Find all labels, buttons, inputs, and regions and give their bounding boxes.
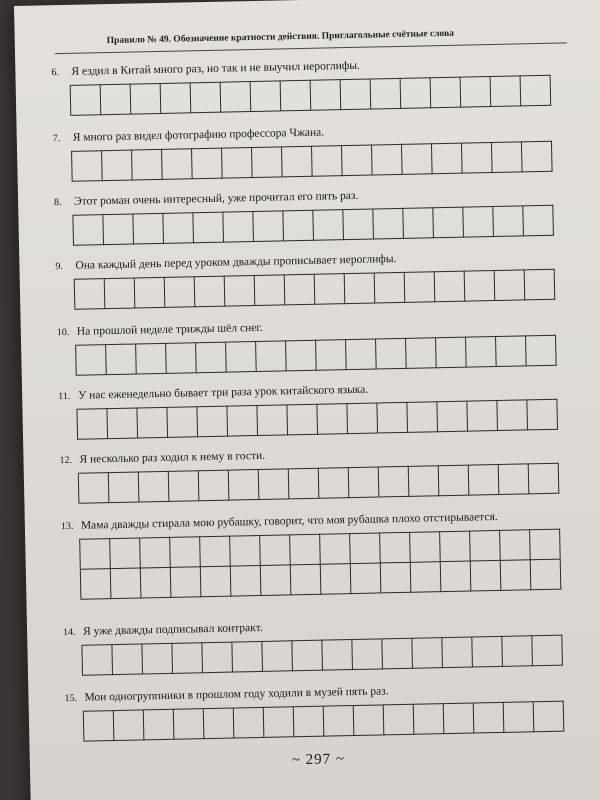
answer-cell[interactable] (410, 531, 441, 563)
answer-cell[interactable] (281, 80, 312, 112)
answer-cell[interactable] (291, 565, 322, 596)
answer-cell[interactable] (161, 82, 192, 114)
answer-cell[interactable] (79, 472, 110, 504)
answer-grid[interactable] (71, 140, 574, 182)
answer-cell[interactable] (531, 560, 562, 591)
answer-cell[interactable] (262, 640, 293, 672)
answer-cell[interactable] (521, 75, 552, 107)
answer-cell[interactable] (170, 536, 201, 568)
answer-cell[interactable] (432, 143, 463, 175)
answer-cell[interactable] (282, 146, 313, 178)
answer-cell[interactable] (222, 147, 253, 179)
answer-cell[interactable] (131, 83, 162, 115)
exercise-9 (55, 246, 576, 310)
answer-cell[interactable] (375, 272, 406, 304)
answer-grid[interactable] (70, 74, 573, 116)
answer-cell[interactable] (234, 707, 265, 739)
answer-cell[interactable] (371, 78, 402, 110)
answer-cell[interactable] (71, 84, 102, 116)
answer-cell[interactable] (101, 84, 132, 116)
exercise-number: 13. (60, 520, 74, 533)
answer-cell[interactable] (530, 529, 561, 561)
answer-grid[interactable] (72, 204, 575, 246)
answer-cell[interactable] (380, 532, 411, 564)
answer-cell[interactable] (472, 636, 503, 668)
answer-cell[interactable] (172, 642, 203, 674)
answer-cell[interactable] (230, 535, 261, 567)
answer-cell[interactable] (502, 635, 533, 667)
answer-cell[interactable] (346, 338, 377, 370)
answer-cell[interactable] (496, 335, 527, 367)
answer-cell[interactable] (171, 567, 202, 598)
answer-cell[interactable] (412, 637, 443, 669)
answer-cell[interactable] (82, 644, 113, 676)
answer-cell[interactable] (532, 635, 563, 667)
answer-grid[interactable] (78, 462, 581, 504)
answer-cell[interactable] (465, 270, 496, 302)
answer-grid[interactable] (75, 334, 578, 376)
answer-cell[interactable] (379, 466, 410, 498)
answer-cell[interactable] (343, 209, 374, 241)
exercise-number: 14. (63, 626, 76, 639)
answer-cell[interactable] (109, 471, 140, 503)
answer-cell[interactable] (406, 337, 437, 369)
exercise-text: На прошлой неделе трижды шёл снег. (76, 321, 263, 338)
exercise-number: 6. (51, 67, 60, 79)
answer-cell[interactable] (527, 399, 558, 431)
answer-cell[interactable] (497, 399, 528, 431)
answer-cell[interactable] (133, 213, 164, 245)
exercise-number: 9. (55, 261, 64, 273)
exercise-number: 8. (54, 197, 62, 209)
answer-cell[interactable] (471, 561, 502, 592)
answer-cell[interactable] (444, 703, 475, 735)
answer-cell[interactable] (105, 278, 136, 310)
answer-cell[interactable] (136, 343, 167, 375)
answer-cell[interactable] (461, 76, 492, 108)
answer-cell[interactable] (529, 463, 560, 495)
exercise-11 (58, 376, 579, 440)
answer-cell[interactable] (202, 642, 233, 674)
answer-cell[interactable] (436, 337, 467, 369)
answer-cell[interactable] (257, 404, 288, 436)
answer-cell[interactable] (439, 465, 470, 497)
answer-cell[interactable] (322, 639, 353, 671)
answer-cell[interactable] (435, 271, 466, 303)
answer-cell[interactable] (253, 210, 284, 242)
answer-cell[interactable] (440, 531, 471, 563)
answer-cell[interactable] (80, 538, 111, 570)
answer-cell[interactable] (259, 468, 290, 500)
answer-cell[interactable] (345, 273, 376, 305)
answer-cell[interactable] (315, 273, 346, 305)
answer-cell[interactable] (525, 269, 556, 301)
answer-cell[interactable] (191, 82, 222, 114)
answer-cell[interactable] (500, 529, 531, 561)
exercise-text: Я много раз видел фотографию профессора Чжана. (72, 126, 325, 144)
answer-cell[interactable] (221, 81, 252, 113)
answer-cell[interactable] (316, 339, 347, 371)
answer-cell[interactable] (437, 401, 468, 433)
answer-cell[interactable] (534, 701, 565, 733)
answer-cell[interactable] (225, 275, 256, 307)
answer-cell[interactable] (77, 408, 108, 440)
answer-cell[interactable] (174, 708, 205, 740)
exercise-text: Я несколько раз ходил к нему в гости. (79, 449, 266, 466)
answer-cell[interactable] (321, 564, 352, 595)
page-header: Правило № 49. Обозначение кратности действия. Приглагольные счётные слова (106, 28, 455, 47)
answer-cell[interactable] (223, 211, 254, 243)
answer-cell[interactable] (347, 402, 378, 434)
answer-cell[interactable] (474, 702, 505, 734)
answer-cell[interactable] (491, 75, 522, 107)
answer-cell[interactable] (231, 566, 262, 597)
answer-cell[interactable] (372, 144, 403, 176)
exercise-8 (54, 182, 575, 246)
answer-cell[interactable] (110, 537, 141, 569)
answer-cell[interactable] (197, 406, 228, 438)
exercise-13 (61, 506, 583, 600)
workbook-page (14, 0, 600, 800)
answer-cell[interactable] (319, 467, 350, 499)
answer-cell[interactable] (441, 562, 472, 593)
answer-cell[interactable] (200, 536, 231, 568)
page-number: ~ 297 ~ (291, 751, 346, 769)
exercise-text: Мои одногруппники в прошлом году ходили в музей пять раз. (84, 685, 389, 704)
answer-cell[interactable] (493, 205, 524, 237)
answer-cell[interactable] (352, 638, 383, 670)
answer-cell[interactable] (204, 708, 235, 740)
exercise-text: Я уже дважды подписывал контракт. (82, 621, 263, 638)
answer-cell[interactable] (199, 470, 230, 502)
answer-cell[interactable] (289, 468, 320, 500)
answer-cell[interactable] (226, 341, 257, 373)
answer-cell[interactable] (407, 401, 438, 433)
answer-cell[interactable] (433, 207, 464, 239)
exercise-14 (63, 612, 584, 676)
answer-cell[interactable] (73, 214, 104, 246)
answer-cell[interactable] (260, 534, 291, 566)
answer-cell[interactable] (251, 80, 282, 112)
answer-cell[interactable] (342, 145, 373, 177)
exercise-text: Я ездил в Китай много раз, но так и не выучил иероглифы. (71, 59, 360, 78)
exercise-6 (51, 52, 572, 116)
answer-cell[interactable] (382, 638, 413, 670)
answer-cell[interactable] (163, 212, 194, 244)
answer-cell[interactable] (294, 706, 325, 738)
exercise-number: 11. (58, 390, 71, 403)
answer-cell[interactable] (255, 274, 286, 306)
answer-cell[interactable] (409, 465, 440, 497)
answer-cell[interactable] (501, 560, 532, 591)
answer-cell[interactable] (324, 705, 355, 737)
answer-cell[interactable] (373, 208, 404, 240)
answer-cell[interactable] (102, 150, 133, 182)
exercise-10 (57, 312, 578, 376)
answer-cell[interactable] (144, 709, 175, 741)
answer-cell[interactable] (132, 149, 163, 181)
answer-cell[interactable] (264, 706, 295, 738)
exercise-number: 12. (59, 454, 73, 467)
answer-cell[interactable] (114, 709, 145, 741)
answer-cell[interactable] (384, 704, 415, 736)
answer-cell[interactable] (320, 533, 351, 565)
answer-cell[interactable] (141, 568, 172, 599)
answer-cell[interactable] (467, 400, 498, 432)
answer-cell[interactable] (463, 206, 494, 238)
exercise-7 (53, 118, 574, 182)
answer-cell[interactable] (142, 643, 173, 675)
answer-cell[interactable] (165, 276, 196, 308)
answer-cell[interactable] (169, 470, 200, 502)
answer-cell[interactable] (261, 565, 292, 596)
answer-cell[interactable] (286, 340, 317, 372)
answer-cell[interactable] (111, 568, 142, 599)
answer-cell[interactable] (469, 464, 500, 496)
answer-cell[interactable] (201, 567, 232, 598)
answer-cell[interactable] (112, 643, 143, 675)
answer-cell[interactable] (287, 404, 318, 436)
answer-cell[interactable] (504, 701, 535, 733)
answer-cell[interactable] (351, 563, 382, 594)
answer-cell[interactable] (312, 145, 343, 177)
exercise-15 (64, 678, 585, 742)
answer-cell[interactable] (75, 278, 106, 310)
answer-cell[interactable] (403, 207, 434, 239)
answer-cell[interactable] (313, 209, 344, 241)
answer-cell[interactable] (311, 79, 342, 111)
answer-cell[interactable] (462, 142, 493, 174)
answer-cell[interactable] (377, 402, 408, 434)
answer-cell[interactable] (139, 471, 170, 503)
answer-cell[interactable] (411, 562, 442, 593)
answer-cell[interactable] (285, 274, 316, 306)
answer-cell[interactable] (192, 148, 223, 180)
answer-cell[interactable] (195, 276, 226, 308)
answer-grid[interactable] (81, 634, 584, 676)
answer-cell[interactable] (354, 704, 385, 736)
answer-cell[interactable] (470, 530, 501, 562)
answer-cell[interactable] (76, 344, 107, 376)
answer-cell[interactable] (442, 637, 473, 669)
answer-cell[interactable] (317, 403, 348, 435)
answer-cell[interactable] (349, 466, 380, 498)
answer-cell[interactable] (84, 710, 115, 742)
answer-cell[interactable] (499, 463, 530, 495)
answer-cell[interactable] (492, 141, 523, 173)
answer-cell[interactable] (290, 534, 321, 566)
answer-cell[interactable] (283, 210, 314, 242)
exercise-number: 10. (56, 326, 70, 339)
answer-grid[interactable] (83, 700, 586, 742)
answer-cell[interactable] (229, 469, 260, 501)
answer-cell[interactable] (376, 338, 407, 370)
answer-cell[interactable] (466, 336, 497, 368)
answer-cell[interactable] (526, 335, 557, 367)
answer-cell[interactable] (292, 640, 323, 672)
answer-cell[interactable] (135, 277, 166, 309)
answer-cell[interactable] (167, 406, 198, 438)
answer-cell[interactable] (522, 141, 553, 173)
answer-cell[interactable] (381, 563, 412, 594)
answer-cell[interactable] (252, 146, 283, 178)
exercise-number: 15. (64, 692, 78, 705)
answer-grid-double[interactable] (79, 528, 582, 599)
answer-cell[interactable] (72, 150, 103, 182)
answer-cell[interactable] (523, 205, 554, 237)
answer-cell[interactable] (193, 212, 224, 244)
exercise-text: У нас еженедельно бывает три раза урок китайского языка. (78, 383, 369, 402)
answer-cell[interactable] (166, 342, 197, 374)
answer-cell[interactable] (162, 148, 193, 180)
answer-grid[interactable] (74, 268, 577, 310)
answer-cell[interactable] (137, 407, 168, 439)
answer-cell[interactable] (495, 269, 526, 301)
answer-cell[interactable] (107, 408, 138, 440)
answer-cell[interactable] (81, 569, 112, 600)
answer-cell[interactable] (103, 214, 134, 246)
answer-cell[interactable] (431, 77, 462, 109)
answer-cell[interactable] (414, 703, 445, 735)
answer-cell[interactable] (405, 271, 436, 303)
answer-cell[interactable] (140, 537, 171, 569)
answer-cell[interactable] (227, 405, 258, 437)
answer-cell[interactable] (402, 143, 433, 175)
answer-cell[interactable] (350, 532, 381, 564)
answer-grid[interactable] (76, 398, 579, 440)
answer-cell[interactable] (256, 340, 287, 372)
answer-cell[interactable] (232, 641, 263, 673)
answer-cell[interactable] (341, 79, 372, 111)
exercise-text: Мама дважды стирала мою рубашку, говорит, что моя рубашка плохо отстирывается. (80, 510, 498, 532)
answer-cell[interactable] (196, 342, 227, 374)
exercise-text: Она каждый день перед уроком дважды прописывает иероглифы. (75, 253, 397, 272)
exercise-12 (59, 440, 580, 504)
answer-cell[interactable] (401, 77, 432, 109)
exercise-text: Этот роман очень интересный, уже прочитал его пять раз. (73, 189, 359, 208)
exercise-number: 7. (52, 133, 61, 145)
answer-cell[interactable] (106, 344, 137, 376)
